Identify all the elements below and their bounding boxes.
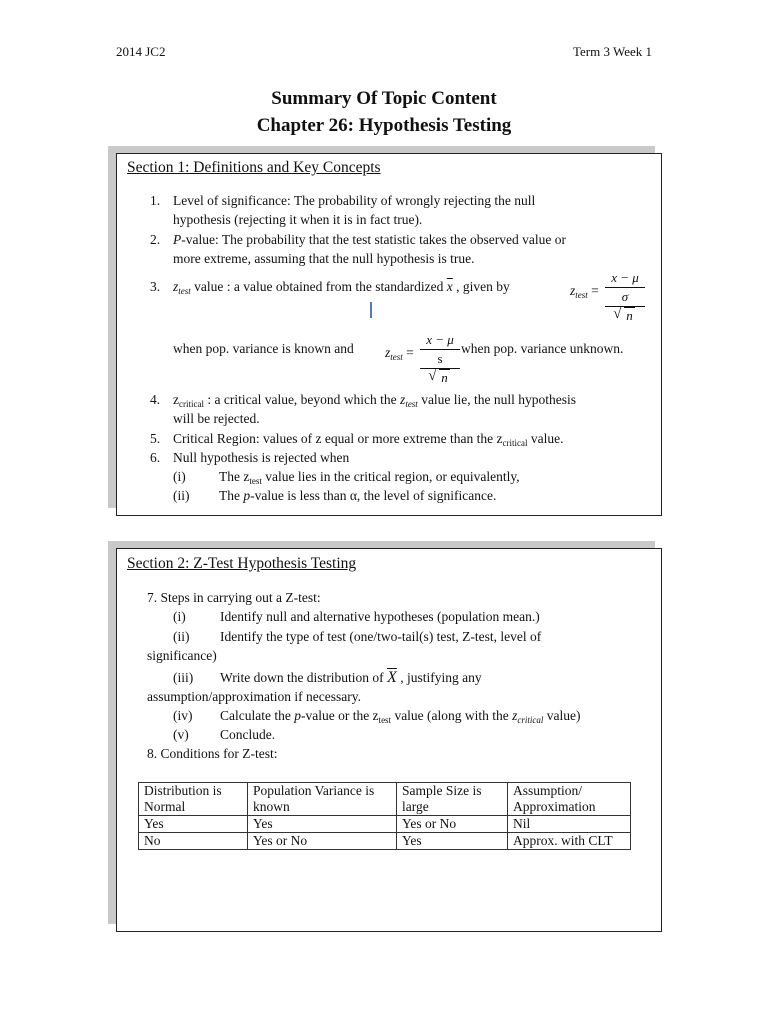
table-cell: Yes or No [397, 816, 508, 833]
item6-ii-label: (ii) [173, 488, 190, 503]
item2-num: 2. [150, 232, 161, 247]
item6-num: 6. [150, 450, 161, 465]
item6-line1: Null hypothesis is rejected when [173, 450, 350, 465]
table-header-cell: Population Variance is known [248, 783, 397, 816]
item6-ii-text: The p-value is less than α, the level of significance. [219, 488, 497, 503]
step-ii-cont: significance) [147, 648, 217, 663]
step-iii-text: Write down the distribution of $\overline{X}$ , justifying any [220, 669, 482, 686]
table-cell: Yes [248, 816, 397, 833]
item4-num: 4. [150, 392, 161, 407]
table-cell: No [139, 833, 248, 850]
item4-line1: $z_{critical}$ : a critical value, beyond which the $z_{test}$ value lie, the null hypothesis [173, 392, 577, 409]
step-v-label: (v) [173, 727, 189, 742]
item2-line1: P-value: The probability that the test statistic takes the observed value or [173, 232, 567, 247]
item3-line1: $z_{test}$ value : a value obtained from the standardized $\overline{x}$ , given by [173, 279, 510, 296]
table-header-cell: Distribution is Normal [139, 783, 248, 816]
item3-line2-a: when pop. variance is known and [173, 341, 354, 356]
item3-num: 3. [150, 279, 161, 294]
step-ii-text: Identify the type of test (one/two-tail(s) test, Z-test, level of [220, 629, 542, 644]
item6-i-text: The $z_{test}$ value lies in the critical region, or equivalently, [219, 469, 520, 486]
step-iii-cont: assumption/approximation if necessary. [147, 689, 361, 704]
item4-line2: will be rejected. [173, 411, 260, 426]
formula1-fraction: x − μ σ √ n [605, 270, 645, 324]
table-header-row [139, 783, 631, 816]
table-header-cell: Assumption/ Approximation [508, 783, 631, 816]
table-header-cell: Sample Size is large [397, 783, 508, 816]
table-cell: Yes [139, 816, 248, 833]
section1-title: Section 1: Definitions and Key Concepts [127, 159, 381, 176]
table-cell: Yes or No [248, 833, 397, 850]
header-right: Term 3 Week 1 [572, 44, 652, 59]
text-cursor [370, 302, 372, 318]
step-v-text: Conclude. [220, 727, 276, 742]
formula2-lhs: $z_{test}$ = [385, 345, 414, 362]
page-title: Summary Of Topic Content [271, 88, 497, 109]
step-iii-label: (iii) [173, 670, 194, 685]
step-iv-text: Calculate the p-value or the $z_{test}$ value (along with the $z_{critical}$ value) [220, 708, 581, 725]
item6-i-label: (i) [173, 469, 186, 484]
step7-heading: 7. Steps in carrying out a Z-test: [147, 590, 321, 605]
step-i-label: (i) [173, 609, 186, 624]
section2-title: Section 2: Z-Test Hypothesis Testing [127, 555, 357, 572]
step-i-text: Identify null and alternative hypotheses (population mean.) [220, 609, 540, 624]
formula2-fraction: x − μ s √ n [420, 332, 460, 386]
item5-num: 5. [150, 431, 161, 446]
table-row [139, 833, 631, 850]
header-left: 2014 JC2 [116, 44, 166, 59]
item1-line1: Level of significance: The probability of wrongly rejecting the null [173, 193, 536, 208]
item1-line2: hypothesis (rejecting it when it is in fact true). [173, 212, 423, 227]
item5-line1: Critical Region: values of z equal or more extreme than the $z_{critical}$ value. [173, 431, 564, 448]
table-cell: Yes [397, 833, 508, 850]
step-iv-label: (iv) [173, 708, 193, 723]
conditions-table [138, 782, 631, 850]
formula1-lhs: $z_{test}$ = [570, 283, 599, 300]
table-row [139, 816, 631, 833]
section2-panel [116, 548, 662, 932]
step-ii-label: (ii) [173, 629, 190, 644]
item1-num: 1. [150, 193, 161, 208]
section1-panel [116, 153, 662, 516]
step8-heading: 8. Conditions for Z-test: [147, 746, 278, 761]
item3-line2-b: when pop. variance unknown. [461, 341, 624, 356]
item2-line2: more extreme, assuming that the null hypothesis is true. [173, 251, 475, 266]
table-cell: Approx. with CLT [508, 833, 631, 850]
chapter-title: Chapter 26: Hypothesis Testing [256, 115, 512, 136]
table-cell: Nil [508, 816, 631, 833]
